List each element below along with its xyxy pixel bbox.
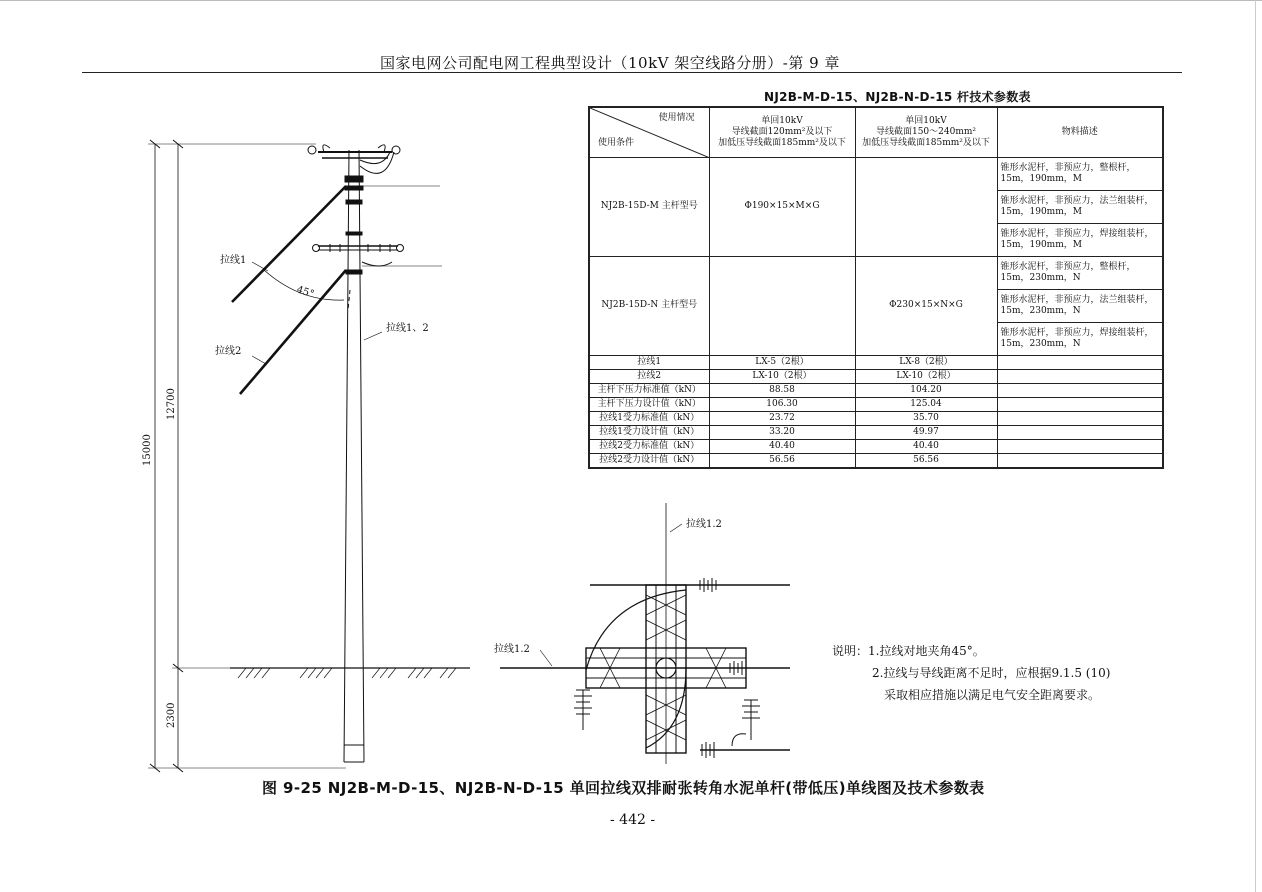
table-row	[589, 453, 1163, 468]
row-value-2: 125.04	[855, 397, 997, 411]
m-model-empty	[855, 157, 997, 256]
header-col1-line2: 导线截面120mm²及以下	[731, 126, 833, 137]
n-model-spec: Φ230×15×N×G	[855, 256, 997, 355]
figure-caption: 图 9-25 NJ2B-M-D-15、NJ2B-N-D-15 单回拉线双排耐张转角水泥单杆(带低压)单线图及技术参数表	[262, 779, 985, 797]
m-model-spec: Φ190×15×M×G	[709, 157, 855, 256]
dimension-below-ground: 2300	[166, 702, 177, 728]
notes-block	[832, 640, 1110, 706]
header-col2-line1: 单回10kV	[905, 115, 947, 126]
row-value-2: LX-10（2根）	[855, 369, 997, 383]
note-2: 2.拉线与导线距离不足时，应根据9.1.5 (10)	[872, 666, 1111, 680]
row-value-2: LX-8（2根）	[855, 355, 997, 369]
row-empty	[997, 439, 1163, 453]
dimension-above-ground: 12700	[166, 388, 177, 420]
table-row	[589, 439, 1163, 453]
note-3: 采取相应措施以满足电气安全距离要求。	[884, 688, 1101, 702]
m-desc-2: 锥形水泥杆，非预应力，法兰组装杆，15m，190mm，M	[997, 190, 1163, 223]
header-col1-line3: 加低压导线截面185mm²及以下	[718, 137, 846, 148]
n-model-label: NJ2B-15D-N 主杆型号	[589, 256, 709, 355]
row-empty	[997, 355, 1163, 369]
plan-guy-label-top: 拉线1.2	[686, 519, 722, 530]
header-col2-line3: 加低压导线截面185mm²及以下	[862, 137, 990, 148]
row-empty	[997, 397, 1163, 411]
row-empty	[997, 369, 1163, 383]
row-value-2: 56.56	[855, 453, 997, 468]
table-row	[589, 383, 1163, 397]
row-label: 主杆下压力设计值（kN）	[589, 397, 709, 411]
row-label: 拉线2	[589, 369, 709, 383]
row-empty	[997, 453, 1163, 468]
m-model-label: NJ2B-15D-M 主杆型号	[589, 157, 709, 256]
row-label: 拉线1受力设计值（kN）	[589, 425, 709, 439]
table-row	[589, 411, 1163, 425]
usage-label: 使用情况	[658, 113, 695, 123]
row-value-1: 88.58	[709, 383, 855, 397]
row-value-2: 35.70	[855, 411, 997, 425]
pole-elevation	[148, 140, 470, 772]
row-value-2: 49.97	[855, 425, 997, 439]
header-col3: 物料描述	[997, 107, 1163, 157]
n-desc-1: 锥形水泥杆，非预应力，整根杆，15m，230mm，N	[997, 256, 1163, 289]
m-desc-1: 锥形水泥杆，非预应力，整根杆，15m，190mm，M	[997, 157, 1163, 190]
header-col1-line1: 单回10kV	[761, 115, 803, 126]
header-col2-line2: 导线截面150～240mm²	[875, 126, 977, 137]
row-value-1: 33.20	[709, 425, 855, 439]
header-col1	[709, 107, 855, 157]
table-row	[589, 355, 1163, 369]
page-number: - 442 -	[610, 812, 656, 828]
n-desc-2: 锥形水泥杆，非预应力，法兰组装杆，15m，230mm，N	[997, 289, 1163, 322]
row-value-1: 23.72	[709, 411, 855, 425]
technical-parameter-table	[588, 106, 1164, 469]
row-value-1: 106.30	[709, 397, 855, 411]
m-desc-3: 锥形水泥杆，非预应力，焊接组装杆，15m，190mm，M	[997, 223, 1163, 256]
n-model-empty	[709, 256, 855, 355]
row-empty	[997, 425, 1163, 439]
n-desc-3: 锥形水泥杆，非预应力，焊接组装杆，15m，230mm，N	[997, 322, 1163, 355]
plan-view	[500, 503, 790, 764]
table-row	[589, 397, 1163, 411]
row-value-1: 56.56	[709, 453, 855, 468]
row-label: 拉线2受力设计值（kN）	[589, 453, 709, 468]
page-header-title: 国家电网公司配电网工程典型设计（10kV 架空线路分册）-第 9 章	[380, 54, 840, 72]
row-value-1: 40.40	[709, 439, 855, 453]
table-corner-cell	[589, 107, 709, 157]
row-value-2: 104.20	[855, 383, 997, 397]
row-label: 主杆下压力标准值（kN）	[589, 383, 709, 397]
row-value-2: 40.40	[855, 439, 997, 453]
row-empty	[997, 383, 1163, 397]
row-label: 拉线1	[589, 355, 709, 369]
angle-label: 45°	[295, 284, 316, 301]
header-col2	[855, 107, 997, 157]
row-value-1: LX-5（2根）	[709, 355, 855, 369]
table-row	[589, 425, 1163, 439]
row-value-1: LX-10（2根）	[709, 369, 855, 383]
row-label: 拉线2受力标准值（kN）	[589, 439, 709, 453]
guy2-label: 拉线2	[215, 346, 242, 357]
guy12-label: 拉线1、2	[386, 323, 429, 334]
table-title: NJ2B-M-D-15、NJ2B-N-D-15 杆技术参数表	[764, 90, 1031, 104]
dimension-total: 15000	[142, 434, 153, 466]
table-row	[589, 369, 1163, 383]
guy1-label: 拉线1	[220, 255, 247, 266]
plan-guy-label-left: 拉线1.2	[494, 644, 530, 655]
row-label: 拉线1受力标准值（kN）	[589, 411, 709, 425]
note-1: 说明：1.拉线对地夹角45°。	[832, 644, 985, 658]
condition-label: 使用条件	[598, 137, 635, 148]
row-empty	[997, 411, 1163, 425]
